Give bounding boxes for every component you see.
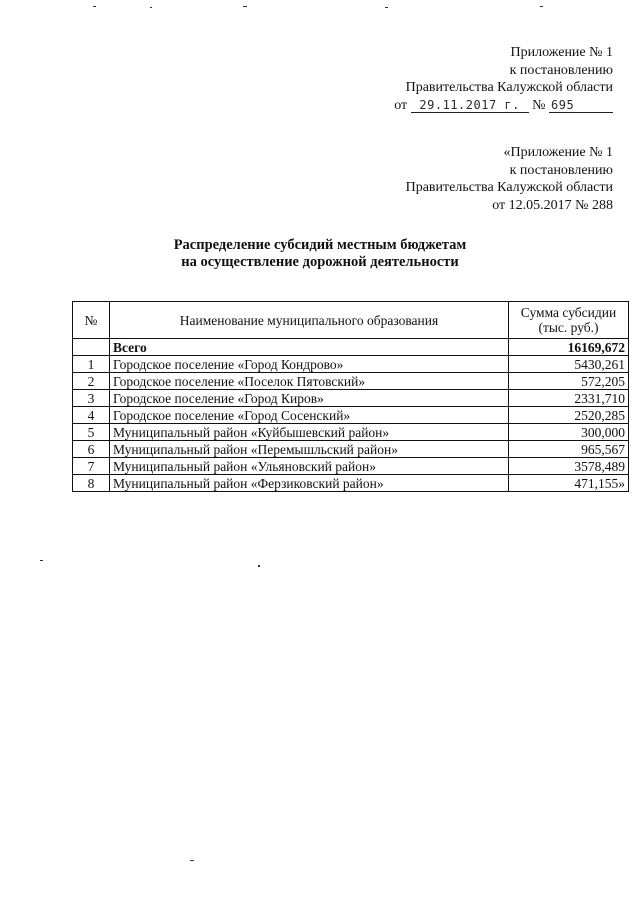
header-sum-line2: (тыс. руб.) xyxy=(538,320,599,335)
date-value: 29.11.2017 г. xyxy=(411,99,529,113)
total-num-cell xyxy=(73,339,110,356)
row-number: 7 xyxy=(73,458,110,475)
number-prefix: № xyxy=(532,97,546,113)
row-sum: 2520,285 xyxy=(509,407,629,424)
row-number: 6 xyxy=(73,441,110,458)
table-row xyxy=(73,356,629,373)
header-name: Наименование муниципального образования xyxy=(110,302,509,339)
appendix-header xyxy=(353,44,613,115)
row-name: Городское поселение «Поселок Пятовский» xyxy=(110,373,509,390)
document-title xyxy=(0,237,640,271)
table-row xyxy=(73,441,629,458)
number-value: 695 xyxy=(549,99,613,113)
table-row xyxy=(73,424,629,441)
row-number: 4 xyxy=(73,407,110,424)
table-row xyxy=(73,407,629,424)
row-number: 2 xyxy=(73,373,110,390)
appendix-header-line1: Приложение № 1 xyxy=(510,45,613,60)
row-sum: 5430,261 xyxy=(509,356,629,373)
appendix-header-date-line xyxy=(353,97,613,115)
table-row xyxy=(73,475,629,492)
row-sum: 3578,489 xyxy=(509,458,629,475)
scan-speck xyxy=(258,565,260,567)
row-name: Муниципальный район «Ульяновский район» xyxy=(110,458,509,475)
table-total-row xyxy=(73,339,629,356)
row-sum: 471,155» xyxy=(509,475,629,492)
row-sum: 965,567 xyxy=(509,441,629,458)
appendix-header-line2: к постановлению xyxy=(509,62,613,78)
header-sum xyxy=(509,302,629,339)
appendix-header-line3: Правительства Калужской области xyxy=(405,80,613,95)
row-number: 1 xyxy=(73,356,110,373)
row-number: 5 xyxy=(73,424,110,441)
row-sum: 300,000 xyxy=(509,424,629,441)
header-sum-line1: Сумма субсидии xyxy=(520,305,617,320)
row-name: Муниципальный район «Куйбышевский район» xyxy=(110,424,509,441)
title-line2: на осуществление дорожной деятельности xyxy=(181,254,459,270)
subsidy-table xyxy=(72,301,629,492)
appendix-original xyxy=(353,144,613,214)
scan-speck xyxy=(385,7,388,8)
header-number: № xyxy=(73,302,110,339)
scan-speck xyxy=(190,860,194,861)
appendix-original-line2: к постановлению xyxy=(509,162,613,178)
row-number: 8 xyxy=(73,475,110,492)
table-row xyxy=(73,458,629,475)
total-label: Всего xyxy=(110,339,509,356)
row-sum: 2331,710 xyxy=(509,390,629,407)
row-number: 3 xyxy=(73,390,110,407)
row-name: Городское поселение «Город Кондрово» xyxy=(110,356,509,373)
row-sum: 572,205 xyxy=(509,373,629,390)
table-row xyxy=(73,390,629,407)
title-line1: Распределение субсидий местным бюджетам xyxy=(173,237,467,253)
scan-speck xyxy=(93,6,96,7)
row-name: Городское поселение «Город Киров» xyxy=(110,390,509,407)
scan-speck xyxy=(150,7,152,8)
row-name: Муниципальный район «Ферзиковский район» xyxy=(110,475,509,492)
table-header-row xyxy=(73,302,629,339)
table-row xyxy=(73,373,629,390)
row-name: Городское поселение «Город Сосенский» xyxy=(110,407,509,424)
total-sum: 16169,672 xyxy=(509,339,629,356)
scan-speck xyxy=(540,6,543,7)
appendix-original-line1: «Приложение № 1 xyxy=(503,145,613,160)
date-prefix: от xyxy=(394,97,408,113)
scan-speck xyxy=(243,6,247,7)
row-name: Муниципальный район «Перемышльский район» xyxy=(110,441,509,458)
scan-speck xyxy=(40,560,43,561)
appendix-original-line4: от 12.05.2017 № 288 xyxy=(492,197,613,213)
appendix-original-line3: Правительства Калужской области xyxy=(405,180,613,195)
